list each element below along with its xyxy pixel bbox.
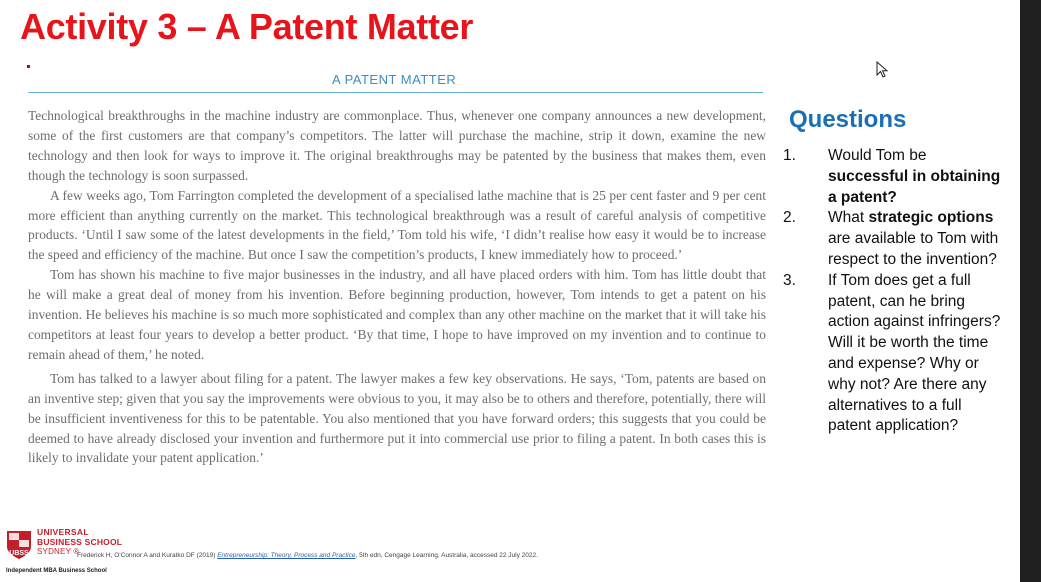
article-body <box>28 106 766 468</box>
article-paragraph: Tom has talked to a lawyer about filing for a patent. The lawyer makes a few key observations. He says, ‘Tom, patents are based on an inventive step; given that you say the improvements were obvious to you, it may also be to others and therefore, potentially, there will be insufficient inventiveness for this to be patentable. You also mentioned that you have forward orders; this suggests that you could be deemed to have already disclosed your invention and furthermore put it into commercial use prior to filing a patent. In both cases this is likely to invalidate your patent application.’ <box>28 370 766 466</box>
question-item <box>783 208 1008 270</box>
window-edge-strip <box>1020 0 1041 582</box>
article-paragraph: Tom has shown his machine to five major businesses in the industry, and all have placed orders with him. Tom has little doubt that he will make a great deal of money from his invention. Before beginning production, however, Tom intends to get a patent on his invention. He believes his machine is so much more sophisticated and complex than any other machine on the market that it will take his competitors at least four years to develop a better product. ‘By that time, I hope to have improved on my invention and to continue to remain ahead of them,’ he noted. <box>28 267 766 362</box>
article-heading: A PATENT MATTER <box>332 72 457 87</box>
question-number: 1. <box>783 147 796 164</box>
slide-title: Activity 3 – A Patent Matter <box>20 6 474 47</box>
citation <box>77 552 538 559</box>
question-emphasis: successful in obtaining a patent? <box>828 167 1001 206</box>
logo-text-business-school: BUSINESS SCHOOL <box>37 537 123 547</box>
citation-link[interactable]: Entrepreneurship: Theory, Process and Practice <box>217 552 356 559</box>
bullet-dot <box>27 65 30 68</box>
logo-text-sydney: SYDNEY ® <box>37 547 80 556</box>
logo-tagline: Independent MBA Business School <box>6 568 107 574</box>
questions-list <box>783 146 1008 437</box>
question-emphasis: strategic options <box>868 209 994 227</box>
heading-rule <box>28 92 763 93</box>
citation-authors: Frederick H, O’Connor A and Kuratko DF (2019) <box>77 552 218 559</box>
article-paragraph: Technological breakthroughs in the machine industry are commonplace. Thus, whenever one company announces a new development, some of the first customers are that company’s competitors. The latter will purchase the machine, strip it down, examine the new technology and then look for ways to improve it. The original breakthroughs may be patented by the business that makes them, even though the technology is soon surpassed. <box>28 108 766 183</box>
mouse-cursor-icon <box>876 61 890 79</box>
question-number: 2. <box>783 209 796 227</box>
question-text: What <box>828 209 869 227</box>
ubss-shield-icon <box>6 530 32 560</box>
question-text: If Tom does get a full patent, can he bring action against infringers? Will it be worth the time and expense? Why or why not? Are there any alternatives to a full patent application? <box>828 271 1001 435</box>
question-text: Would Tom be <box>828 147 927 164</box>
question-text-tail: are available to Tom with respect to the invention? <box>828 230 999 268</box>
logo-text-universal: UNIVERSAL <box>37 527 89 537</box>
questions-heading: Questions <box>789 106 907 133</box>
question-item <box>783 146 1008 208</box>
question-number: 3. <box>783 271 796 289</box>
citation-details: , 5th edn, Cengage Learning, Australia, accessed 22 July 2022. <box>355 552 538 559</box>
article-paragraph: A few weeks ago, Tom Farrington completed the development of a specialised lathe machine that is 25 per cent faster and 9 per cent more efficient than anything currently on the market. This technological breakthrough was a result of careful analysis of competitive products. ‘Until I saw some of the latest developments in the field,’ Tom told his wife, ‘I didn’t realise how easy it would be to increase the speed and efficiency of the machine. But once I saw the competition’s products, I knew immediately how to proceed.’ <box>28 187 766 263</box>
question-item <box>783 271 1008 437</box>
logo-badge-text: UBSS <box>9 550 29 557</box>
